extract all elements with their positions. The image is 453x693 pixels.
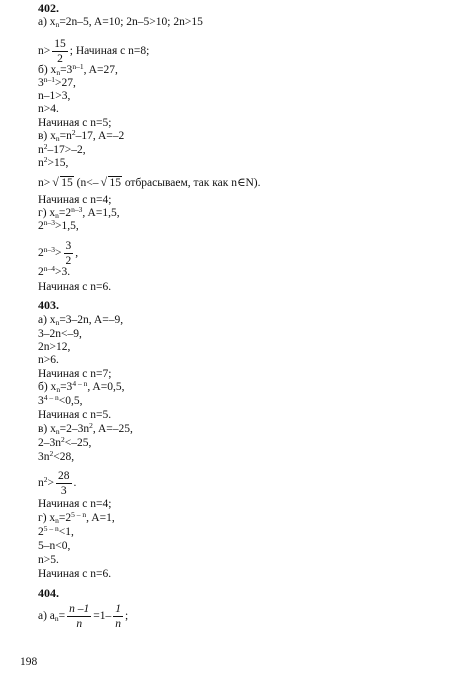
fraction-1-over-n: $\frac{1}{n}$: [115, 603, 122, 630]
p403-v-line5: Начиная с n=4;: [38, 498, 112, 510]
p403-g-line1: г) $x_n=2^{5 - n}$, A=1,: [38, 510, 115, 525]
p402-b-line3: n–1>3,: [38, 90, 71, 102]
fraction-n-minus-1-over-n: $\frac{n -1}{n}$: [69, 603, 90, 630]
p402-g-line5: Начиная с n=6.: [38, 281, 112, 293]
p403-v-line4: $n^2>$ $\frac{28}{3}$ .: [38, 470, 77, 497]
page-number: 198: [20, 656, 38, 668]
p403-v-line1: в) $x_n=2-3n^2$, A=–25,: [38, 421, 133, 436]
p402-g-line2: $2^{n-3}>1,5$,: [38, 218, 79, 232]
problem-404-number: 404.: [38, 586, 59, 600]
p402-v-line4: n>√ 15 (n<–√ 15 отбрасываем, так как n∈N).: [38, 177, 261, 190]
p403-b-line1: б) $x_n=3^{4 - n}$, A=0,5,: [38, 379, 125, 394]
p402-b-line5: Начиная с n=5;: [38, 117, 112, 129]
p403-v-line2: $2-3n^2<-25$,: [38, 435, 92, 449]
sqrt-15-negative: √ 15: [100, 177, 122, 190]
p403-b-line2: $3^{4 - n}<0,5$,: [38, 393, 83, 407]
p402-b-line4: n>4.: [38, 103, 59, 115]
p403-a-line1: а) $x_n=3-2n$, A=–9,: [38, 314, 124, 327]
p402-b-line2: $3^{n-1}>27$,: [38, 75, 76, 89]
p403-a-line2: 3–2n<–9,: [38, 328, 82, 340]
p402-v-line2: $n^2-17>-2$,: [38, 142, 86, 156]
p402-g-line3: $2^{n-3}>$ $\frac{3}{2}$ ,: [38, 240, 79, 267]
p402-v-line3: $n^2>15$,: [38, 155, 69, 169]
p404-a-line1: а) $a_n=$ $\frac{n -1}{n}$ =1– $\frac{1}{n}$ ;: [38, 603, 129, 630]
p403-a-line5: Начиная с n=7;: [38, 368, 112, 380]
p403-a-line4: n>6.: [38, 354, 59, 366]
p402-g-line4: $2^{n-4}>3$.: [38, 264, 71, 278]
fraction-28-3: $\frac{28}{3}$: [58, 470, 70, 497]
p402-a-line1: а) $x_n=2n-5$, A=10; 2n–5>10; 2n>15: [38, 16, 203, 29]
problem-403-number: 403.: [38, 298, 59, 312]
p403-a-line3: 2n>12,: [38, 341, 71, 353]
p402-v-line1: в) $x_n=n^2-17$, A=–2: [38, 128, 125, 143]
p403-g-line4: n>5.: [38, 554, 59, 566]
p403-v-line3: $3n^2<28$,: [38, 449, 75, 463]
p402-g-line1: г) $x_n=2^{n-3}$, A=1,5,: [38, 205, 120, 220]
fraction-3-2: $\frac{3}{2}$: [65, 240, 72, 267]
problem-402-number: 402.: [38, 1, 59, 15]
p403-g-line2: $2^{5 - n}<1$,: [38, 524, 74, 538]
sqrt-15: √ 15: [52, 177, 74, 190]
p403-b-line3: Начиная с n=5.: [38, 409, 112, 421]
fraction-15-2: $\frac{15}{2}$: [54, 38, 66, 65]
p402-b-line1: б) $x_n=3^{n-1}$, A=27,: [38, 62, 118, 77]
p403-g-line5: Начиная с n=6.: [38, 568, 112, 580]
p402-a-line2: n> $\frac{15}{2}$ ; Начиная с n=8;: [38, 38, 150, 65]
p403-g-line3: 5–n<0,: [38, 540, 71, 552]
p402-v-line5: Начиная с n=4;: [38, 194, 112, 206]
